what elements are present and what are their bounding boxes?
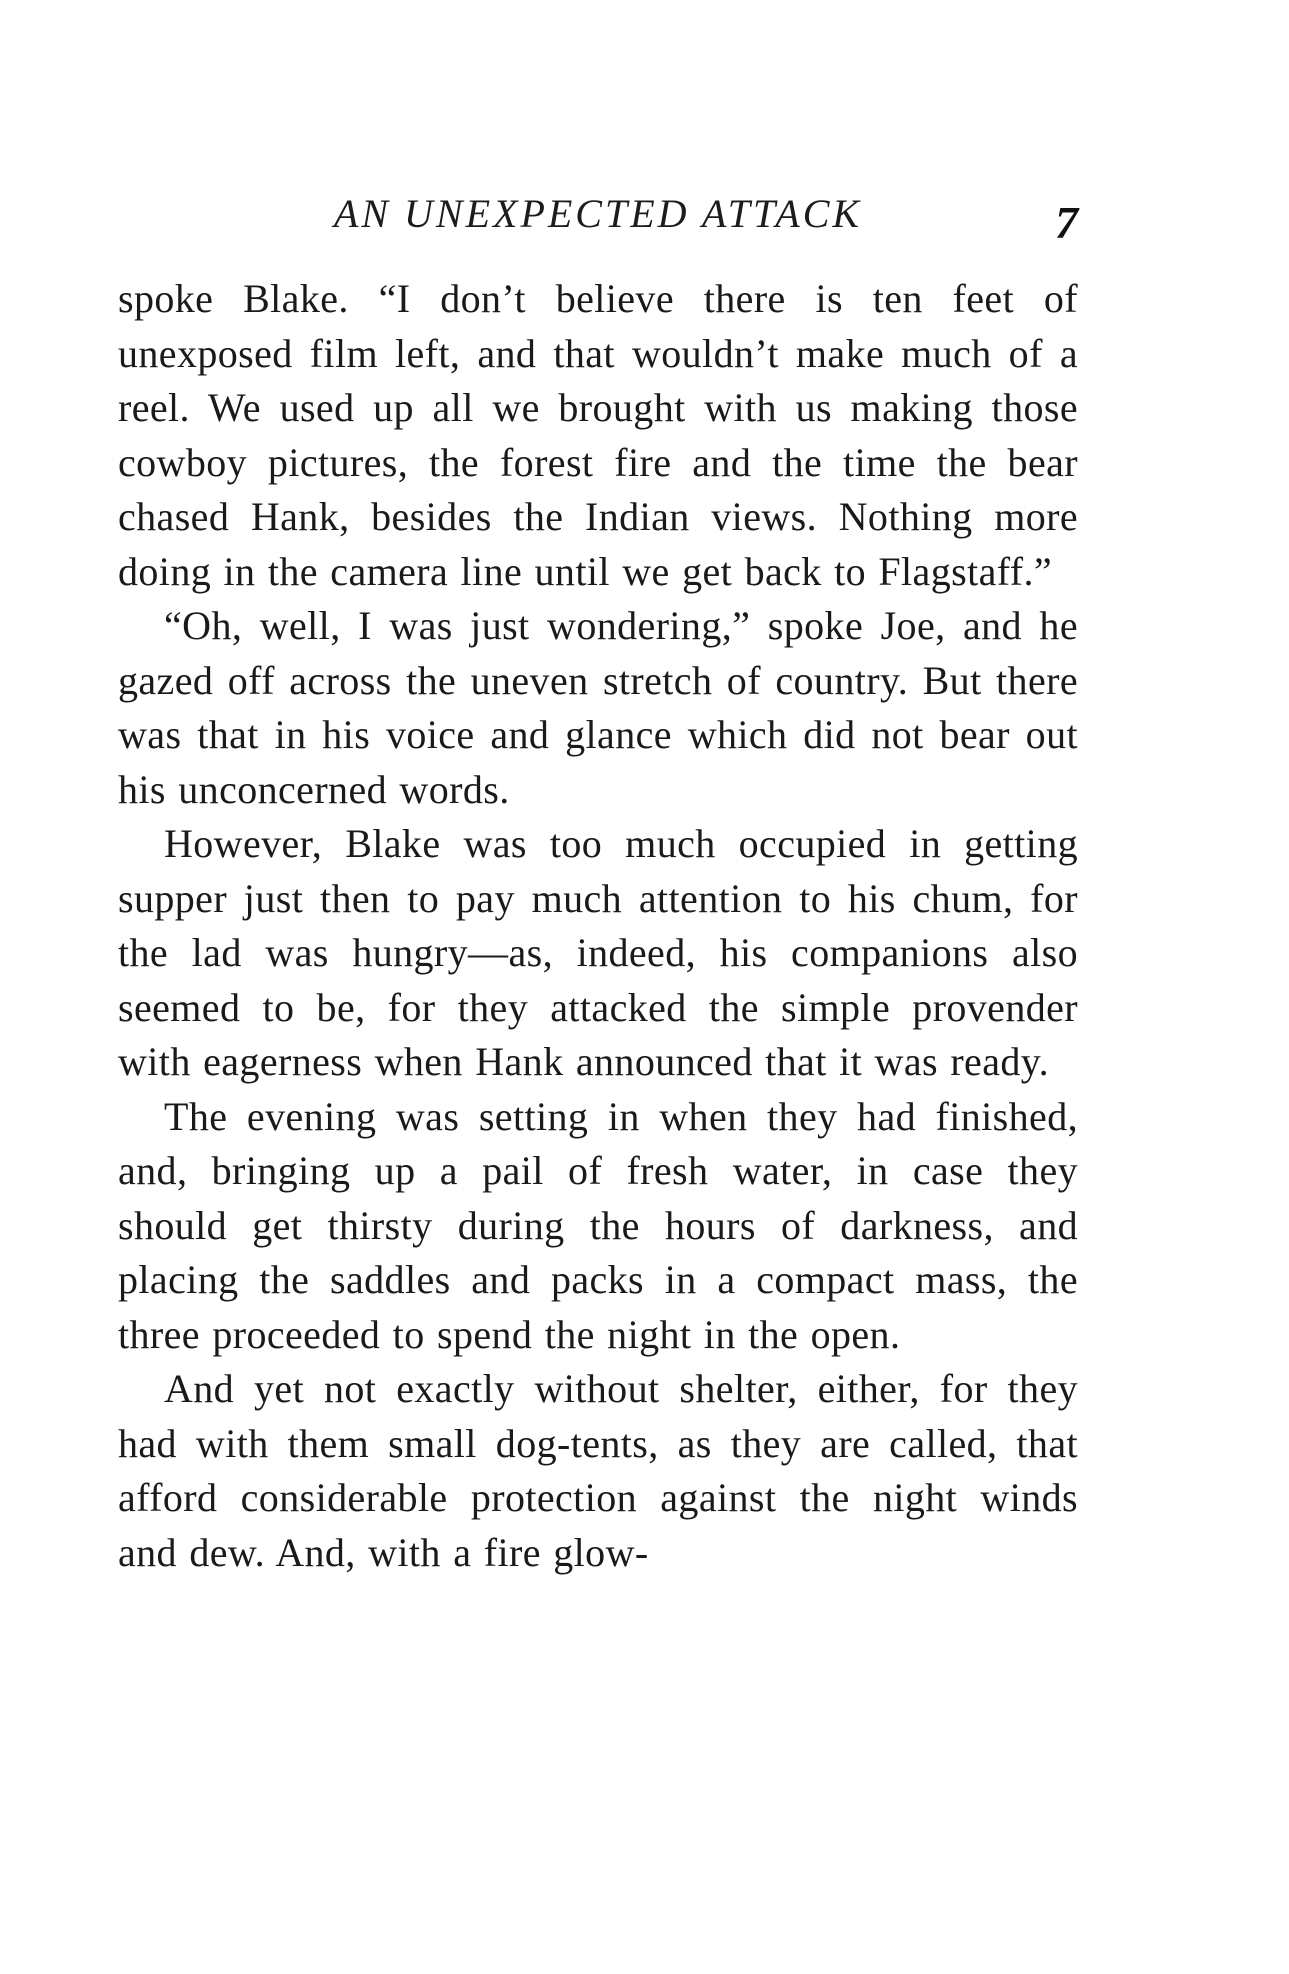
- body-text: [118, 272, 1078, 1580]
- chapter-running-title: AN UNEXPECTED ATTACK: [333, 191, 863, 236]
- paragraph: However, Blake was too much occupied in getting supper just then to pay much attention to his chum, for the lad was hungry—as, indeed, his companions also seemed to be, for they attacked the simple provender with eagerness when Hank announced that it was ready.: [118, 821, 1078, 1084]
- page-number: 7: [1055, 197, 1078, 248]
- paragraph-continued: spoke Blake. “I don’t believe there is ten feet of unexposed film left, and that wouldn’t make much of a reel. We used up all we brought with us making those cowboy pictures, the forest fire and the time the bear chased Hank, besides the Indian views. Nothing more doing in the camera line until we get back to Flagstaff.”: [118, 276, 1078, 594]
- paragraph: And yet not exactly without shelter, either, for they had with them small dog-tents, as they are called, that afford considerable protection against the night winds and dew. And, with a fire glow-: [118, 1366, 1078, 1575]
- paragraph: The evening was setting in when they had finished, and, bringing up a pail of fresh water, in case they should get thirsty during the hours of darkness, and placing the saddles and packs in a compact mass, the three proceeded to spend the night in the open.: [118, 1093, 1078, 1357]
- paragraph: “Oh, well, I was just wondering,” spoke Joe, and he gazed off across the uneven stretch of country. But there was that in his voice and glance which did not bear out his unconcerned words.: [118, 603, 1078, 812]
- running-head: [118, 190, 1078, 250]
